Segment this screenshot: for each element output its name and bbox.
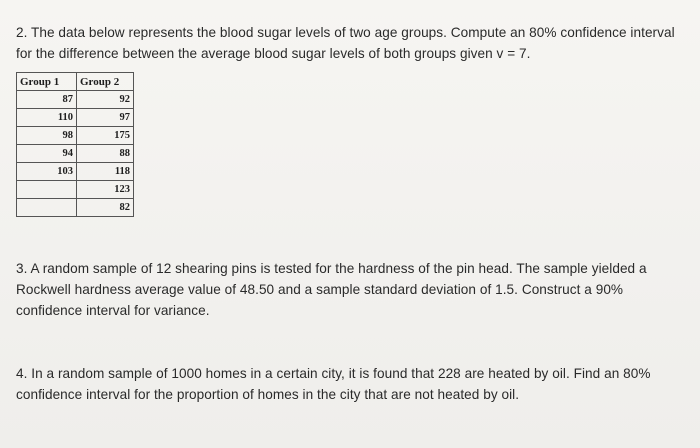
question-2-text: 2. The data below represents the blood sugar levels of two age groups. Compute an 80% confidence interval for the difference between the average blood sugar levels of both groups given v = 7. [16,25,675,61]
table-cell-group-2: 118 [77,163,134,181]
table-cell-group-1 [17,181,77,199]
table-cell-group-1: 87 [17,91,77,109]
blood-sugar-table [16,72,134,217]
table-cell-group-1: 94 [17,145,77,163]
table-cell-group-2: 92 [77,91,134,109]
question-4-text: 4. In a random sample of 1000 homes in a certain city, it is found that 228 are heated by oil. Find an 80% confidence interval for the proportion of homes in the city that are not heated by oil. [16,366,651,402]
table-cell-group-2: 82 [77,199,134,217]
table-header-group-1: Group 1 [17,73,77,91]
table-row [17,145,134,163]
table-row [17,199,134,217]
table-cell-group-1 [17,199,77,217]
table-header-row [17,73,134,91]
table-row [17,127,134,145]
table-cell-group-2: 123 [77,181,134,199]
table-cell-group-2: 175 [77,127,134,145]
question-3-text: 3. A random sample of 12 shearing pins is tested for the hardness of the pin head. The sample yielded a Rockwell hardness average value of 48.50 and a sample standard deviation of 1.5. Construct a 90% confidence interval for variance. [16,261,647,318]
table-cell-group-1: 110 [17,109,77,127]
table-row [17,181,134,199]
table-cell-group-2: 97 [77,109,134,127]
table-cell-group-1: 103 [17,163,77,181]
table-header-group-2: Group 2 [77,73,134,91]
table-row [17,91,134,109]
table-cell-group-1: 98 [17,127,77,145]
table-row [17,109,134,127]
table-cell-group-2: 88 [77,145,134,163]
table-row [17,163,134,181]
